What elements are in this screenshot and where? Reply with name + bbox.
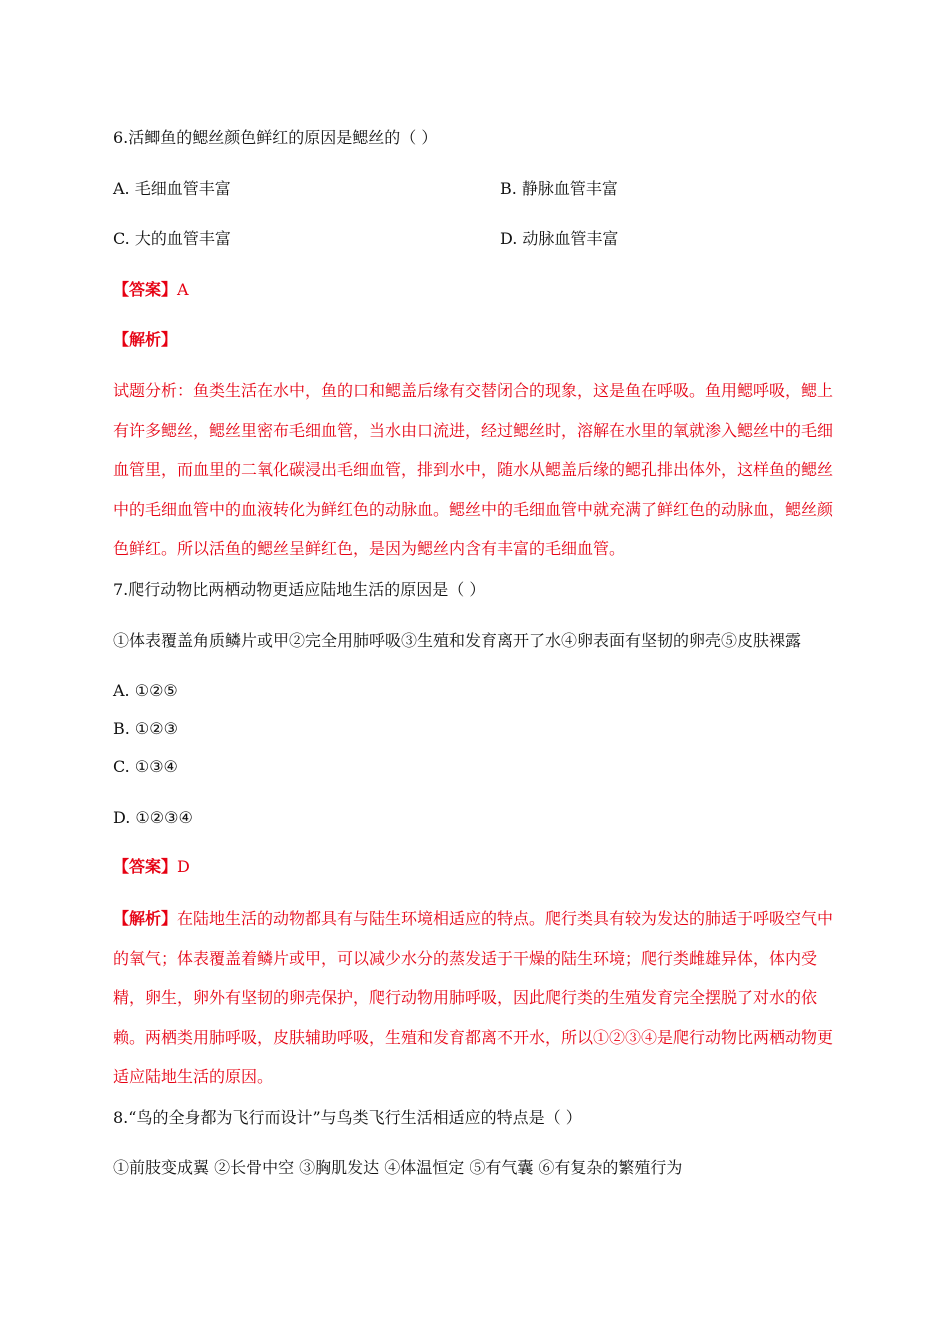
q6-option-b: B. 静脉血管丰富: [500, 179, 618, 198]
q6-option-c: C. 大的血管丰富: [113, 229, 231, 248]
q6-option-a: A. 毛细血管丰富: [113, 179, 231, 198]
q7-analysis: [113, 899, 839, 1097]
q6-answer: [113, 280, 189, 300]
q7-answer-tag: 【答案】: [113, 857, 178, 876]
q7-stem: 7.爬行动物比两栖动物更适应陆地生活的原因是（ ）: [113, 580, 486, 599]
q7-analysis-text: 在陆地生活的动物都具有与陆生环境相适应的特点。爬行类具有较为发达的肺适于呼吸空气中的氧气；体表覆盖着鳞片或甲，可以减少水分的蒸发适于干燥的陆生环境；爬行类雌雄异体，体内受精，卵生，卵外有坚韧的卵壳保护，爬行动物用肺呼吸，因此爬行类的生殖发育完全摆脱了对水的依赖。两栖类用肺呼吸，皮肤辅助呼吸，生殖和发育都离不开水，所以①②③④是爬行动物比两栖动物更适应陆地生活的原因。: [113, 909, 834, 1086]
q6-answer-value: A: [177, 280, 189, 299]
q6-option-d: D. 动脉血管丰富: [500, 229, 619, 248]
q7-answer: [113, 857, 190, 877]
q7-analysis-tag: 【解析】: [113, 909, 178, 928]
q7-option-b: B. ①②③: [113, 719, 178, 738]
q6-answer-tag: 【答案】: [113, 280, 178, 299]
q7-option-a: A. ①②⑤: [113, 681, 178, 700]
q6-stem: 6.活鲫鱼的鳃丝颜色鲜红的原因是鳃丝的（ ）: [113, 128, 438, 147]
q7-option-d: D. ①②③④: [113, 808, 193, 827]
q7-items: ①体表覆盖角质鳞片或甲②完全用肺呼吸③生殖和发育离开了水④卵表面有坚韧的卵壳⑤皮肤裸露: [113, 631, 802, 650]
q8-stem: 8.“鸟的全身都为飞行而设计”与鸟类飞行生活相适应的特点是（ ）: [113, 1108, 582, 1127]
q8-items: ①前肢变成翼 ②长骨中空 ③胸肌发达 ④体温恒定 ⑤有气囊 ⑥有复杂的繁殖行为: [113, 1158, 683, 1177]
q6-analysis-tag: 【解析】: [113, 330, 178, 349]
q7-answer-value: D: [177, 857, 190, 876]
q6-analysis: 试题分析：鱼类生活在水中，鱼的口和鳃盖后缘有交替闭合的现象，这是鱼在呼吸。鱼用鳃呼吸，鳃上有许多鳃丝，鳃丝里密布毛细血管，当水由口流进，经过鳃丝时，溶解在水里的氧就渗入鳃丝中的毛细血管里，而血里的二氧化碳浸出毛细血管，排到水中，随水从鳃盖后缘的鳃孔排出体外，这样鱼的鳃丝中的毛细血管中的血液转化为鲜红色的动脉血。鳃丝中的毛细血管中就充满了鲜红色的动脉血，鳃丝颜色鲜红。所以活鱼的鳃丝呈鲜红色，是因为鳃丝内含有丰富的毛细血管。: [113, 381, 834, 558]
q7-option-c: C. ①③④: [113, 757, 178, 776]
